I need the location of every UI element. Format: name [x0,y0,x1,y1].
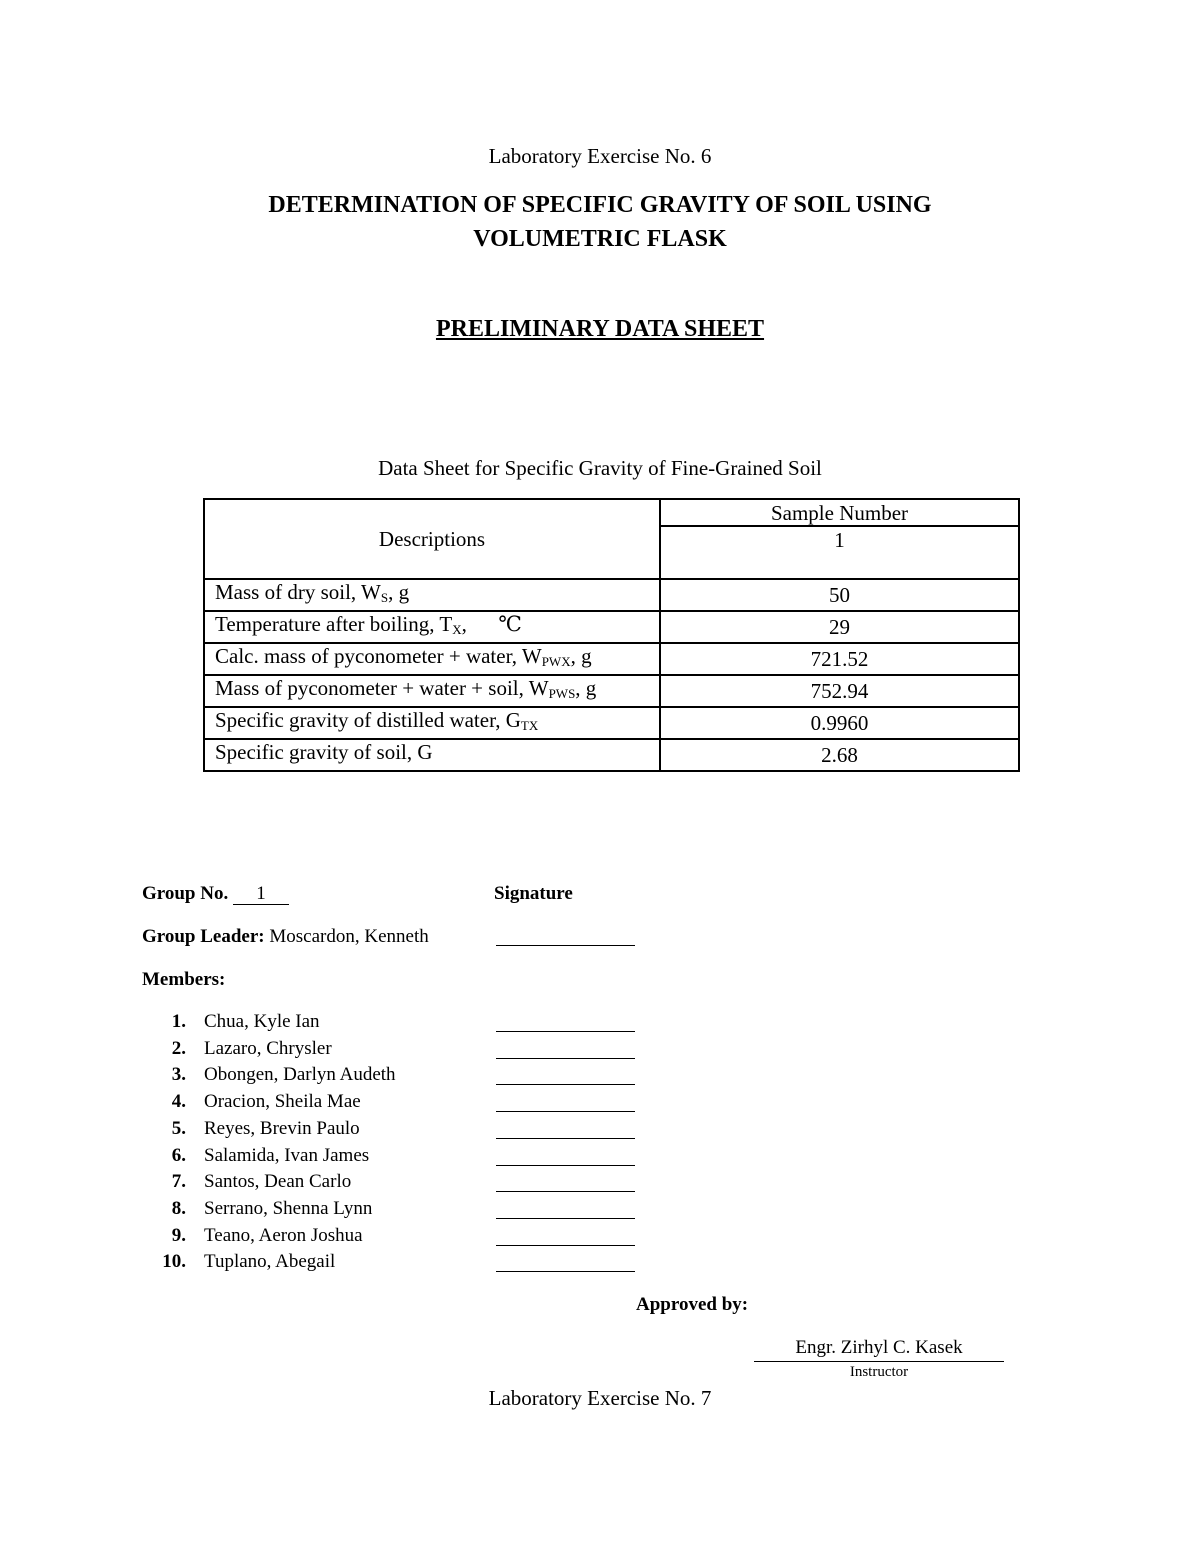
member-name: Serrano, Shenna Lynn [204,1197,373,1219]
member-item [140,1198,372,1224]
group-no-label: Group No. [142,883,229,904]
member-number: 4. [171,1091,186,1113]
row-value: 50 [660,579,1019,611]
row-description [204,643,660,675]
member-number: 5. [171,1117,186,1139]
group-leader-label: Group Leader: [142,926,265,947]
member-signature-line [496,1218,635,1219]
table-header-row [204,499,1019,526]
table-row [204,643,1019,675]
member-item [140,1251,335,1277]
member-number: 7. [171,1171,186,1193]
member-signature-line [496,1031,635,1032]
row-value: 752.94 [660,675,1019,707]
title-line-1: DETERMINATION OF SPECIFIC GRAVITY OF SOIL USING [268,192,932,218]
row-subscript: S [380,590,389,605]
member-item [140,1118,360,1144]
member-name: Reyes, Brevin Paulo [204,1117,360,1139]
member-name: Tuplano, Abegail [204,1251,336,1273]
row-label: Calc. mass of pyconometer + water, W [215,644,542,668]
member-item [140,1011,320,1037]
row-unit: , ℃ [461,612,522,636]
group-no-value: 1 [233,884,289,905]
descriptions-header: Descriptions [204,499,660,579]
row-unit: , g [570,644,592,668]
row-subscript: PWS [548,686,576,701]
row-description [204,675,660,707]
table-row [204,611,1019,643]
leader-signature-line [496,945,635,946]
title-line-2: VOLUMETRIC FLASK [473,226,727,252]
instructor-name: Engr. Zirhyl C. Kasek [754,1335,1004,1362]
table-row [204,707,1019,739]
member-signature-line [496,1271,635,1272]
sample-id: 1 [660,526,1019,552]
member-number: 1. [171,1011,186,1032]
table-caption: Data Sheet for Specific Gravity of Fine-Grained Soil [378,456,822,480]
member-item [140,1171,351,1197]
row-description [204,611,660,643]
row-label: Specific gravity of soil, G [215,740,433,764]
exercise-number: Laboratory Exercise No. 6 [488,144,712,168]
member-signature-line [496,1245,635,1246]
member-signature-line [496,1058,635,1059]
group-number [142,883,289,905]
row-value: 721.52 [660,643,1019,675]
member-name: Santos, Dean Carlo [204,1171,352,1193]
member-signature-line [496,1191,635,1192]
member-item [140,1225,363,1251]
row-subscript: TX [520,718,539,733]
row-description [204,739,660,771]
member-signature-line [496,1165,635,1166]
row-subscript: PWX [541,654,571,669]
member-number: 9. [171,1224,186,1246]
members-label: Members: [142,969,226,990]
row-value: 29 [660,611,1019,643]
member-signature-line [496,1138,635,1139]
row-label: Mass of pyconometer + water + soil, W [215,676,549,700]
row-unit: , g [575,676,597,700]
group-leader-name: Moscardon, Kenneth [269,926,429,947]
sample-id-spacer [660,552,1019,579]
member-item [140,1038,332,1064]
row-description [204,579,660,611]
preliminary-data-sheet-heading: PRELIMINARY DATA SHEET [435,316,765,342]
row-value: 2.68 [660,739,1019,771]
instructor-title: Instructor [849,1364,909,1380]
table-body [204,579,1019,771]
approved-by-label: Approved by: [636,1294,749,1315]
group-leader [142,926,429,948]
row-value: 0.9960 [660,707,1019,739]
subtitle-wrap [0,316,1200,343]
member-item [140,1145,369,1171]
member-item [140,1091,361,1117]
sample-number-header: Sample Number [660,499,1019,526]
member-number: 10. [162,1251,186,1273]
next-exercise-number: Laboratory Exercise No. 7 [488,1386,712,1410]
member-item [140,1064,396,1090]
member-number: 6. [171,1144,186,1166]
member-name: Lazaro, Chrysler [204,1037,332,1059]
row-unit: , g [388,580,410,604]
row-label: Specific gravity of distilled water, G [215,708,521,732]
document-title [0,188,1200,256]
table-row [204,675,1019,707]
table-row [204,579,1019,611]
signature-heading: Signature [494,883,573,904]
member-name: Salamida, Ivan James [204,1144,370,1166]
row-description [204,707,660,739]
data-sheet-table [203,498,1020,772]
member-name: Oracion, Sheila Mae [204,1091,361,1113]
member-number: 8. [171,1197,186,1219]
member-name: Teano, Aeron Joshua [204,1224,363,1246]
member-name: Obongen, Darlyn Audeth [204,1064,396,1086]
member-signature-line [496,1111,635,1112]
member-number: 2. [171,1037,186,1059]
member-name: Chua, Kyle Ian [204,1011,320,1032]
row-label: Mass of dry soil, W [215,580,381,604]
table-row [204,739,1019,771]
row-subscript: X [452,622,462,637]
member-signature-line [496,1084,635,1085]
row-label: Temperature after boiling, T [215,612,453,636]
member-number: 3. [171,1064,186,1086]
